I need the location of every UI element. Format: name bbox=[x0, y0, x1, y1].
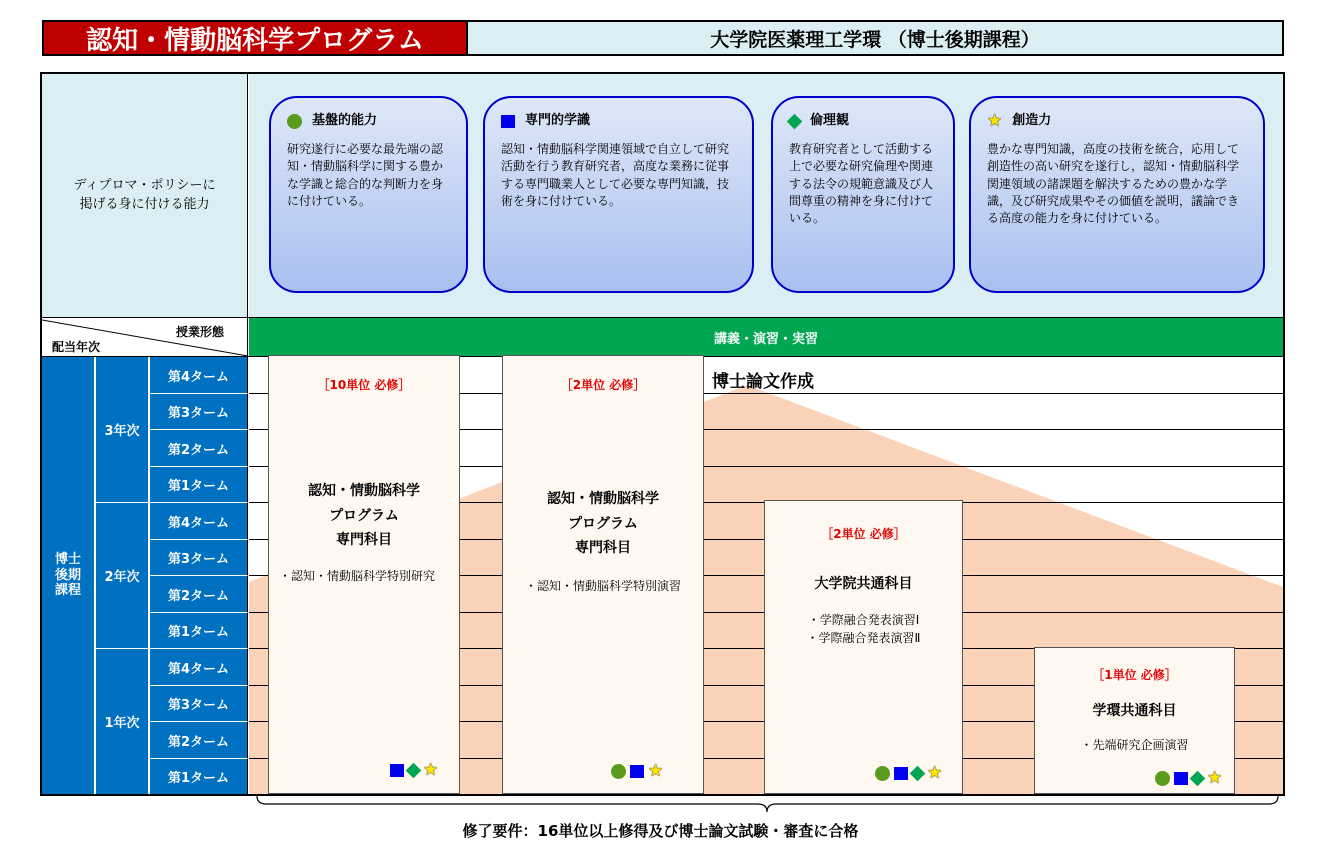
policy-card-text: 研究遂行に必要な最先端の認知・情動脳科学に関する豊かな学識と総合的な判断力を身に付けている。 bbox=[287, 141, 444, 209]
course-item: ・先端研究企画演習 bbox=[1080, 737, 1189, 752]
policy-card-creativity bbox=[969, 96, 1265, 293]
policy-card-text: 教育研究者として活動する上で必要な研究倫理や関連する法令の規範意識及び人間尊重の精神を身に付けている。 bbox=[789, 141, 934, 226]
credit-requirement: ［2単位 必修］ bbox=[821, 527, 906, 541]
policy-card-title: 専門的学識 bbox=[525, 113, 591, 128]
term-cell: 第1ターム bbox=[150, 759, 248, 794]
green-diamond-icon bbox=[910, 766, 926, 782]
policy-card-title: 創造力 bbox=[1012, 113, 1052, 128]
box-title-line: 認知・情動脳科学 bbox=[308, 483, 420, 499]
diploma-policy-label-line2: 掲げる身に付ける能力 bbox=[79, 196, 210, 212]
term-cell: 第3ターム bbox=[150, 686, 248, 722]
policy-card-text: 豊かな専門知識，高度の技術を統合，応用して創造性の高い研究を遂行し，認知・情動脳科学関連領域の諸課題を解決するための豊かな学識，及び研究成果やその価値を説明，議論できる高度の能力を身に付けている。 bbox=[987, 141, 1240, 226]
term-cell: 第3ターム bbox=[150, 540, 248, 576]
policy-card-title: 倫理観 bbox=[810, 113, 850, 128]
box-title-line: 認知・情動脳科学 bbox=[547, 491, 659, 507]
box-title-line: プログラム bbox=[329, 507, 399, 524]
yellow-star-icon: ★ bbox=[648, 761, 664, 781]
diploma-policy-label-line1: ディプロマ・ポリシーに bbox=[73, 178, 216, 194]
policy-card-ethics bbox=[771, 96, 955, 293]
school-title: 大学院医薬理工学環 （博士後期課程） bbox=[468, 20, 1284, 56]
year-2: 2年次 bbox=[96, 503, 149, 649]
year-1: 1年次 bbox=[96, 649, 149, 794]
box-icons bbox=[390, 762, 438, 779]
term-cell: 第2ターム bbox=[150, 722, 248, 759]
box-title-line: 専門科目 bbox=[575, 540, 631, 556]
course-item: ・認知・情動脳科学特別演習 bbox=[524, 578, 681, 593]
green-circle-icon bbox=[287, 114, 302, 129]
green-diamond-icon bbox=[787, 114, 803, 130]
term-cell: 第4ターム bbox=[150, 649, 248, 686]
policy-card-expertise bbox=[483, 96, 754, 293]
box-title-line: 大学院共通科目 bbox=[814, 576, 913, 592]
yellow-star-icon: ★ bbox=[1207, 768, 1223, 788]
box-icons bbox=[611, 763, 663, 780]
blue-square-icon bbox=[390, 764, 404, 777]
credit-requirement: ［1単位 必修］ bbox=[1092, 668, 1177, 682]
course-box-graduate-common bbox=[764, 500, 963, 794]
term-cell: 第1ターム bbox=[150, 467, 248, 503]
class-format-bar: 講義・演習・実習 bbox=[249, 318, 1283, 356]
green-circle-icon bbox=[611, 764, 626, 779]
year-3: 3年次 bbox=[96, 357, 149, 503]
yellow-star-icon: ★ bbox=[987, 110, 1003, 131]
term-cell: 第4ターム bbox=[150, 503, 248, 540]
box-title-line: 専門科目 bbox=[336, 532, 392, 548]
box-icons bbox=[875, 765, 942, 782]
term-cell: 第4ターム bbox=[150, 357, 248, 394]
course-item: ・学際融合発表演習Ⅰ bbox=[807, 612, 920, 627]
term-cell: 第2ターム bbox=[150, 430, 248, 467]
program-title: 認知・情動脳科学プログラム bbox=[42, 20, 468, 56]
box-title-line: プログラム bbox=[568, 515, 638, 532]
policy-card-foundation bbox=[269, 96, 468, 293]
diploma-policy-label bbox=[42, 74, 248, 317]
credit-requirement: ［2単位 必修］ bbox=[560, 378, 646, 392]
green-diamond-icon bbox=[406, 763, 422, 779]
course-item: ・学際融合発表演習Ⅱ bbox=[806, 630, 921, 645]
policy-card-text: 認知・情動脳科学関連領域で自立して研究活動を行う教育研究者，高度な業務に従事する専門職業人として必要な専門知識，技術を身に付けている。 bbox=[501, 141, 730, 209]
term-cell: 第3ターム bbox=[150, 394, 248, 430]
blue-square-icon bbox=[894, 767, 908, 780]
blue-square-icon bbox=[630, 765, 644, 778]
course-item: ・認知・情動脳科学特別研究 bbox=[279, 568, 436, 583]
thesis-label: 博士論文作成 bbox=[712, 372, 814, 392]
term-cell: 第1ターム bbox=[150, 613, 248, 649]
green-diamond-icon bbox=[1190, 771, 1206, 787]
yellow-star-icon: ★ bbox=[423, 760, 439, 780]
green-circle-icon bbox=[875, 766, 890, 781]
blue-square-icon bbox=[1174, 772, 1188, 785]
course-box-special-seminar bbox=[502, 355, 704, 794]
blue-square-icon bbox=[501, 115, 515, 128]
credit-requirement: ［10単位 必修］ bbox=[317, 378, 411, 392]
green-circle-icon bbox=[1155, 771, 1170, 786]
term-cell: 第2ターム bbox=[150, 576, 248, 613]
box-title-line: 学環共通科目 bbox=[1092, 703, 1177, 719]
course-label bbox=[42, 357, 95, 794]
policy-card-title: 基盤的能力 bbox=[312, 113, 378, 128]
box-icons bbox=[1155, 770, 1222, 787]
bracket-brace bbox=[256, 794, 1280, 816]
yellow-star-icon: ★ bbox=[927, 763, 943, 783]
class-type-label: 授業形態 bbox=[176, 325, 225, 339]
completion-requirements: 修了要件：16単位以上修得及び博士論文試験・審査に合格 bbox=[462, 822, 859, 840]
course-label-text: 博士後期課程 bbox=[54, 552, 81, 599]
year-label: 配当年次 bbox=[52, 340, 101, 354]
course-box-special-research bbox=[268, 355, 460, 794]
